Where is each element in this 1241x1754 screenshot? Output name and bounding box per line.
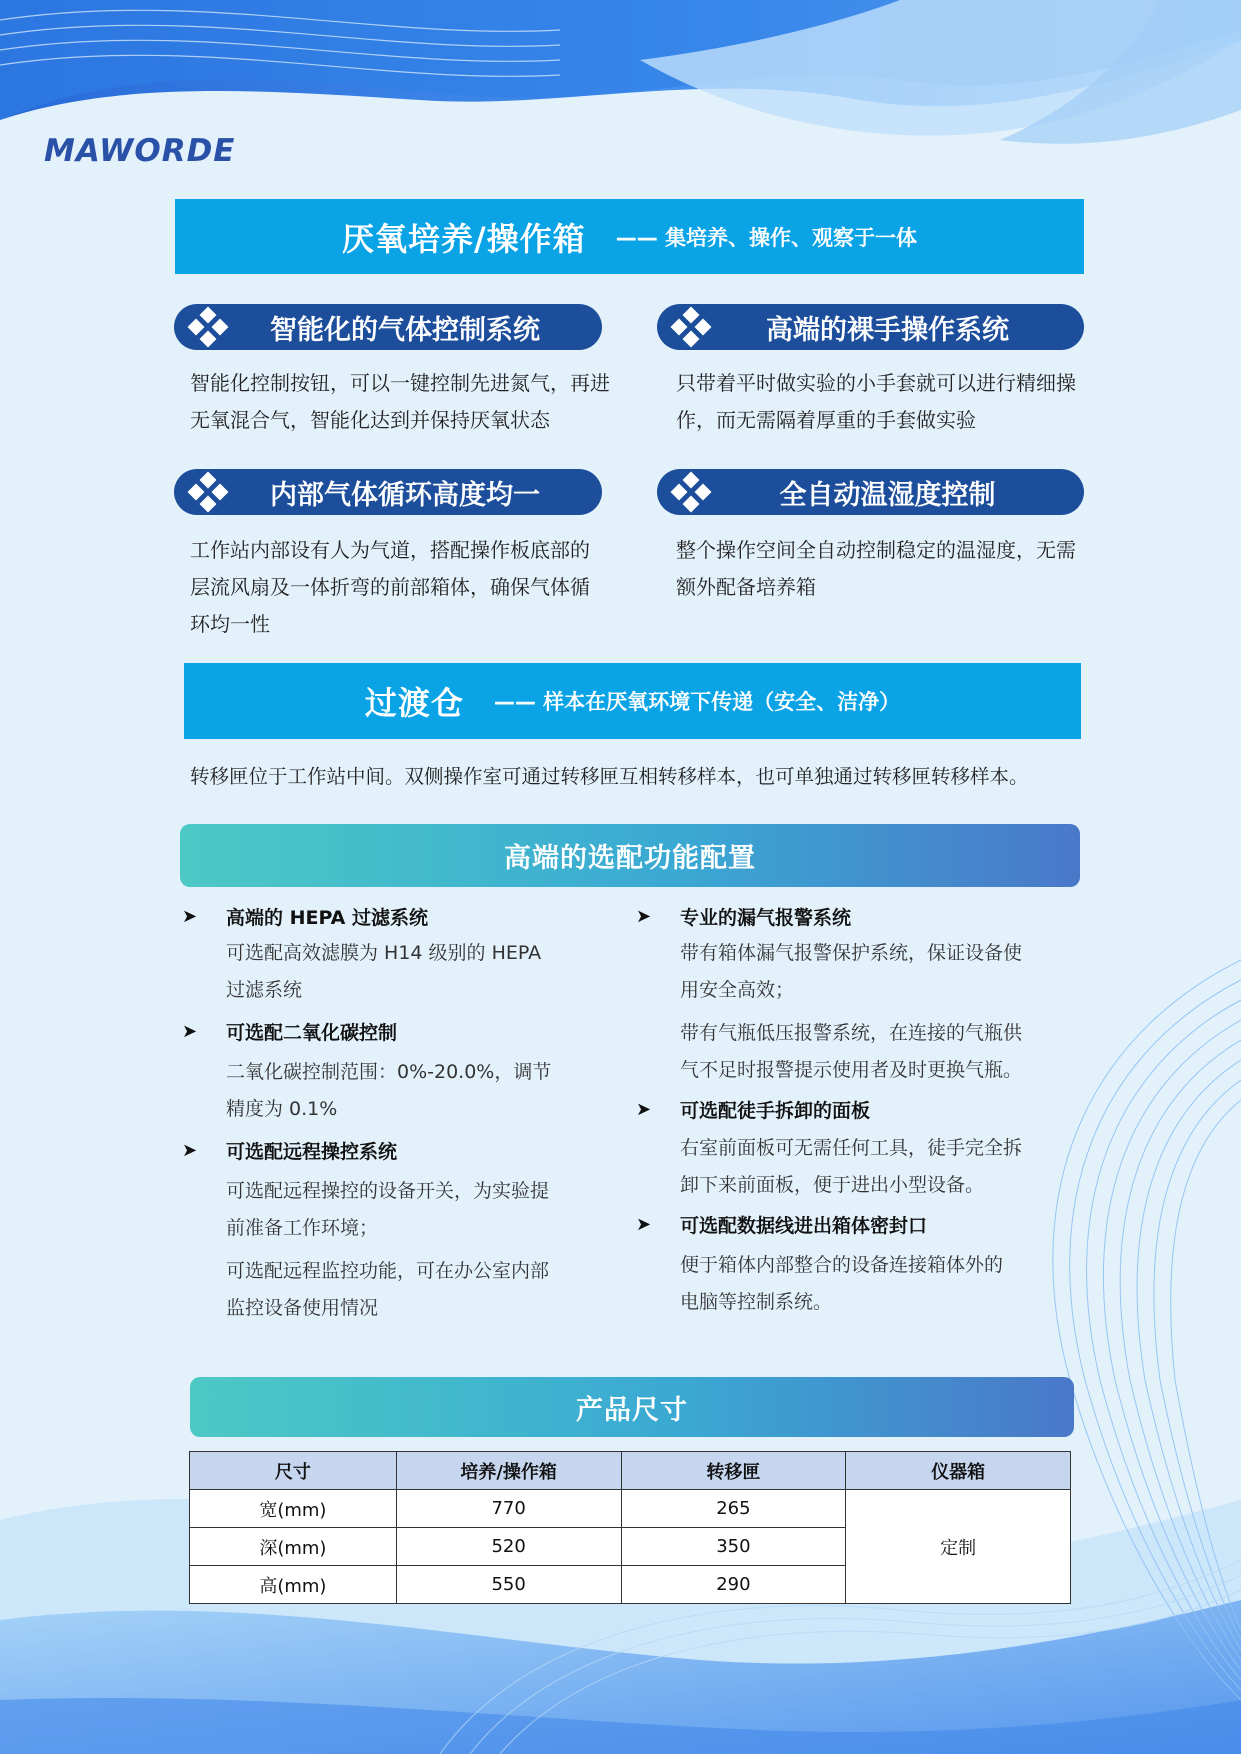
feature-title: 全自动温湿度控制: [779, 479, 996, 511]
option-title-cable-port: ➤ 可选配数据线进出箱体密封口: [636, 1214, 928, 1237]
arrow-bullet-icon: ➤: [636, 906, 652, 927]
table-row: [190, 1490, 1071, 1528]
table-cell: 290: [621, 1566, 846, 1604]
diamond-bullet-icon: [188, 474, 228, 510]
option-text-remote: 可选配远程操控的设备开关，为实验提 前准备工作环境； 可选配远程监控功能，可在办公室内部 监控设备使用情况: [226, 1180, 550, 1319]
product-subtitle: —— 集培养、操作、观察于一体: [615, 225, 917, 250]
table-cell: 350: [621, 1528, 846, 1566]
option-title-leak-alarm: ➤ 专业的漏气报警系统: [636, 906, 852, 929]
option-text-cable-port: 便于箱体内部整合的设备连接箱体外的 电脑等控制系统。: [680, 1254, 1004, 1313]
diamond-bullet-icon: [188, 309, 228, 345]
feature-title: 智能化的气体控制系统: [270, 314, 540, 346]
table-header-cell: 培养/操作箱: [396, 1452, 621, 1490]
option-text-hepa: 可选配高效滤膜为 H14 级别的 HEPA 过滤系统: [226, 942, 542, 1001]
table-cell: 265: [621, 1490, 846, 1528]
feature-text-temperature: 整个操作空间全自动控制稳定的温湿度，无需额外配备培养箱: [676, 538, 1076, 599]
table-header-cell: 仪器箱: [846, 1452, 1071, 1490]
feature-text-gas-control: 智能化控制按钮，可以一键控制先进氮气，再进无氧混合气，智能化达到并保持厌氧状态: [190, 371, 610, 432]
table-cell: 770: [396, 1490, 621, 1528]
feature-title: 高端的裸手操作系统: [766, 314, 1009, 346]
product-banner: [175, 199, 1084, 274]
diamond-bullet-icon: [671, 309, 711, 345]
option-title-panel: ➤ 可选配徒手拆卸的面板: [636, 1099, 871, 1122]
option-text-panel: 右室前面板可无需任何工具，徒手完全拆 卸下来前面板，便于进出小型设备。: [680, 1137, 1023, 1196]
feature-header-temperature: [657, 469, 1084, 515]
option-title-co2: ➤ 可选配二氧化碳控制: [182, 1021, 398, 1044]
table-cell: 550: [396, 1566, 621, 1604]
size-table: [189, 1451, 1071, 1604]
feature-text-barehand: 只带着平时做实验的小手套就可以进行精细操作，而无需隔着厚重的手套做实验: [676, 371, 1076, 432]
table-header-cell: 转移匣: [621, 1452, 846, 1490]
feature-title: 内部气体循环高度均一: [270, 479, 540, 511]
transfer-banner: [184, 663, 1081, 739]
feature-header-circulation: [174, 469, 602, 515]
transfer-title: 过渡仓: [364, 684, 464, 722]
options-header: 高端的选配功能配置: [180, 824, 1080, 887]
transfer-subtitle: —— 样本在厌氧环境下传递（安全、洁净）: [493, 690, 901, 714]
option-text-leak-alarm: 带有箱体漏气报警保护系统，保证设备使 用安全高效； 带有气瓶低压报警系统，在连接的气瓶供 气不足时报警提示使用者及时更换气瓶。: [680, 942, 1023, 1081]
option-text-co2: 二氧化碳控制范围：0%-20.0%，调节 精度为 0.1%: [226, 1061, 552, 1120]
feature-header-barehand: [657, 304, 1084, 350]
option-title-hepa: ➤ 高端的 HEPA 过滤系统: [182, 906, 428, 929]
brand-logo: MAWORDE: [44, 133, 236, 169]
option-title-remote: ➤ 可选配远程操控系统: [182, 1140, 398, 1163]
product-title: 厌氧培养/操作箱: [341, 219, 586, 258]
transfer-text: 转移匣位于工作站中间。双侧操作室可通过转移匣互相转移样本，也可单独通过转移匣转移样本。: [190, 765, 1029, 788]
table-merged-cell: 定制: [846, 1490, 1071, 1604]
arrow-bullet-icon: ➤: [636, 1099, 652, 1120]
arrow-bullet-icon: ➤: [182, 1140, 198, 1161]
options-right-column: [636, 898, 1086, 1321]
size-header: 产品尺寸: [190, 1377, 1074, 1437]
arrow-bullet-icon: ➤: [182, 1021, 198, 1042]
table-header-row: [190, 1452, 1071, 1490]
arrow-bullet-icon: ➤: [636, 1214, 652, 1235]
feature-header-gas-control: [174, 304, 602, 350]
table-cell: 520: [396, 1528, 621, 1566]
arrow-bullet-icon: ➤: [182, 906, 198, 927]
table-header-cell: 尺寸: [190, 1452, 397, 1490]
table-cell: 高(mm): [190, 1566, 397, 1604]
diamond-bullet-icon: [671, 474, 711, 510]
feature-text-circulation: 工作站内部设有人为气道，搭配操作板底部的层流风扇及一体折弯的前部箱体，确保气体循环均一性: [190, 538, 590, 636]
table-cell: 宽(mm): [190, 1490, 397, 1528]
options-left-column: [182, 898, 622, 1327]
table-cell: 深(mm): [190, 1528, 397, 1566]
